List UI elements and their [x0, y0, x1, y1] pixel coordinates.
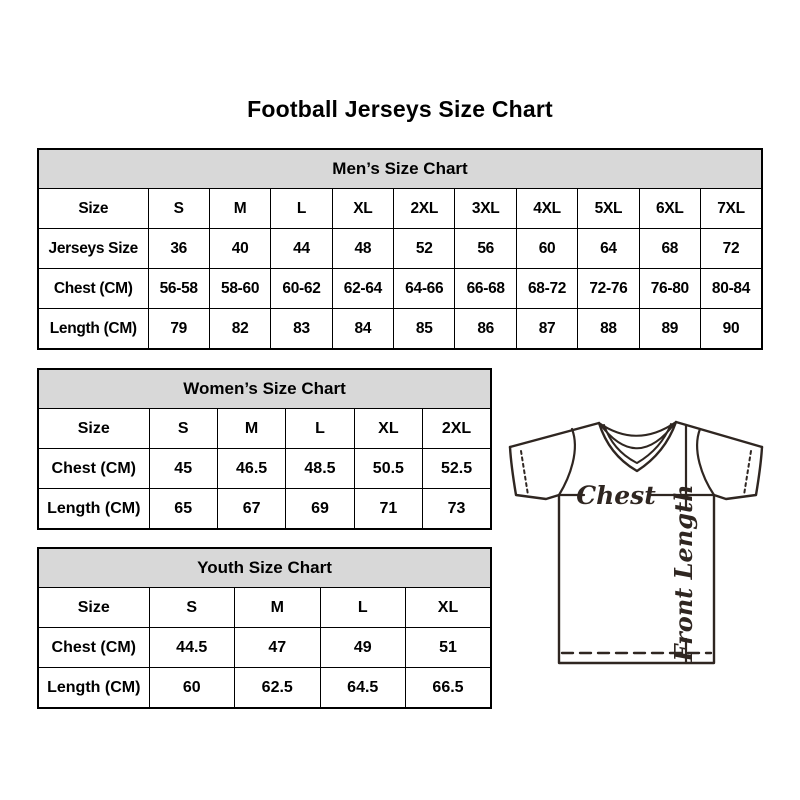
right-shoulder-seam [676, 422, 762, 447]
size-cell: 66.5 [406, 668, 492, 709]
size-cell: 52.5 [423, 449, 491, 489]
row-label: Size [38, 409, 149, 449]
size-cell: 76-80 [639, 269, 700, 309]
size-cell: 44.5 [149, 628, 235, 668]
size-cell: S [148, 189, 209, 229]
size-cell: 90 [701, 309, 762, 350]
size-cell: 73 [423, 489, 491, 530]
size-cell: 69 [286, 489, 354, 530]
right-sleeve-outline [714, 447, 762, 499]
row-label: Length (CM) [38, 668, 149, 709]
size-cell: 71 [354, 489, 422, 530]
size-cell: 50.5 [354, 449, 422, 489]
left-armhole-seam [559, 429, 575, 495]
size-cell: L [271, 189, 332, 229]
size-cell: 46.5 [217, 449, 285, 489]
table-title: Women’s Size Chart [38, 369, 491, 409]
size-cell: 5XL [578, 189, 639, 229]
size-cell: 6XL [639, 189, 700, 229]
size-cell: 82 [209, 309, 270, 350]
size-cell: 48 [332, 229, 393, 269]
chest-label: Chest [576, 481, 656, 510]
size-cell: 52 [394, 229, 455, 269]
size-cell: 2XL [394, 189, 455, 229]
size-cell: M [235, 588, 321, 628]
size-cell: XL [406, 588, 492, 628]
right-armhole-seam [697, 429, 714, 495]
size-cell: 64 [578, 229, 639, 269]
left-shoulder-seam [510, 423, 599, 447]
left-sleeve-outline [510, 447, 559, 499]
table-title: Youth Size Chart [38, 548, 491, 588]
row-label: Chest (CM) [38, 628, 149, 668]
size-cell: 45 [149, 449, 217, 489]
size-cell: 89 [639, 309, 700, 350]
size-cell: 64-66 [394, 269, 455, 309]
page-title: Football Jerseys Size Chart [247, 96, 553, 122]
size-cell: 79 [148, 309, 209, 350]
row-label: Jerseys Size [38, 229, 148, 269]
size-cell: 83 [271, 309, 332, 350]
size-cell: 7XL [701, 189, 762, 229]
front-length-label: Front Length [669, 484, 698, 662]
size-cell: 48.5 [286, 449, 354, 489]
size-cell: 62-64 [332, 269, 393, 309]
left-cuff-dashed-line [521, 451, 528, 495]
table-title: Men’s Size Chart [38, 149, 762, 189]
size-cell: 51 [406, 628, 492, 668]
youth-size-table [37, 547, 492, 709]
size-cell: 88 [578, 309, 639, 350]
size-cell: 3XL [455, 189, 516, 229]
size-cell: 84 [332, 309, 393, 350]
size-cell: XL [354, 409, 422, 449]
womens-size-table [37, 368, 492, 530]
size-cell: 56 [455, 229, 516, 269]
size-cell: S [149, 588, 235, 628]
size-cell: 47 [235, 628, 321, 668]
size-cell: 60 [149, 668, 235, 709]
size-cell: L [286, 409, 354, 449]
size-cell: 60-62 [271, 269, 332, 309]
row-label: Size [38, 189, 148, 229]
size-cell: 80-84 [701, 269, 762, 309]
size-cell: 60 [516, 229, 577, 269]
size-cell: 2XL [423, 409, 491, 449]
size-cell: 64.5 [320, 668, 406, 709]
size-cell: 44 [271, 229, 332, 269]
size-cell: 85 [394, 309, 455, 350]
row-label: Length (CM) [38, 489, 149, 530]
right-cuff-dashed-line [744, 451, 751, 495]
row-label: Length (CM) [38, 309, 148, 350]
row-label: Chest (CM) [38, 269, 148, 309]
size-cell: 68-72 [516, 269, 577, 309]
size-cell: 66-68 [455, 269, 516, 309]
jersey-diagram [494, 405, 772, 669]
size-cell: 36 [148, 229, 209, 269]
size-cell: 49 [320, 628, 406, 668]
size-cell: 62.5 [235, 668, 321, 709]
size-cell: S [149, 409, 217, 449]
size-cell: XL [332, 189, 393, 229]
size-cell: 56-58 [148, 269, 209, 309]
row-label: Chest (CM) [38, 449, 149, 489]
size-cell: 65 [149, 489, 217, 530]
size-cell: 72 [701, 229, 762, 269]
size-cell: 87 [516, 309, 577, 350]
size-cell: M [217, 409, 285, 449]
size-cell: M [209, 189, 270, 229]
size-cell: 67 [217, 489, 285, 530]
size-cell: L [320, 588, 406, 628]
row-label: Size [38, 588, 149, 628]
mens-size-table [37, 148, 763, 350]
size-cell: 72-76 [578, 269, 639, 309]
size-cell: 68 [639, 229, 700, 269]
size-cell: 40 [209, 229, 270, 269]
size-cell: 4XL [516, 189, 577, 229]
size-cell: 58-60 [209, 269, 270, 309]
size-cell: 86 [455, 309, 516, 350]
